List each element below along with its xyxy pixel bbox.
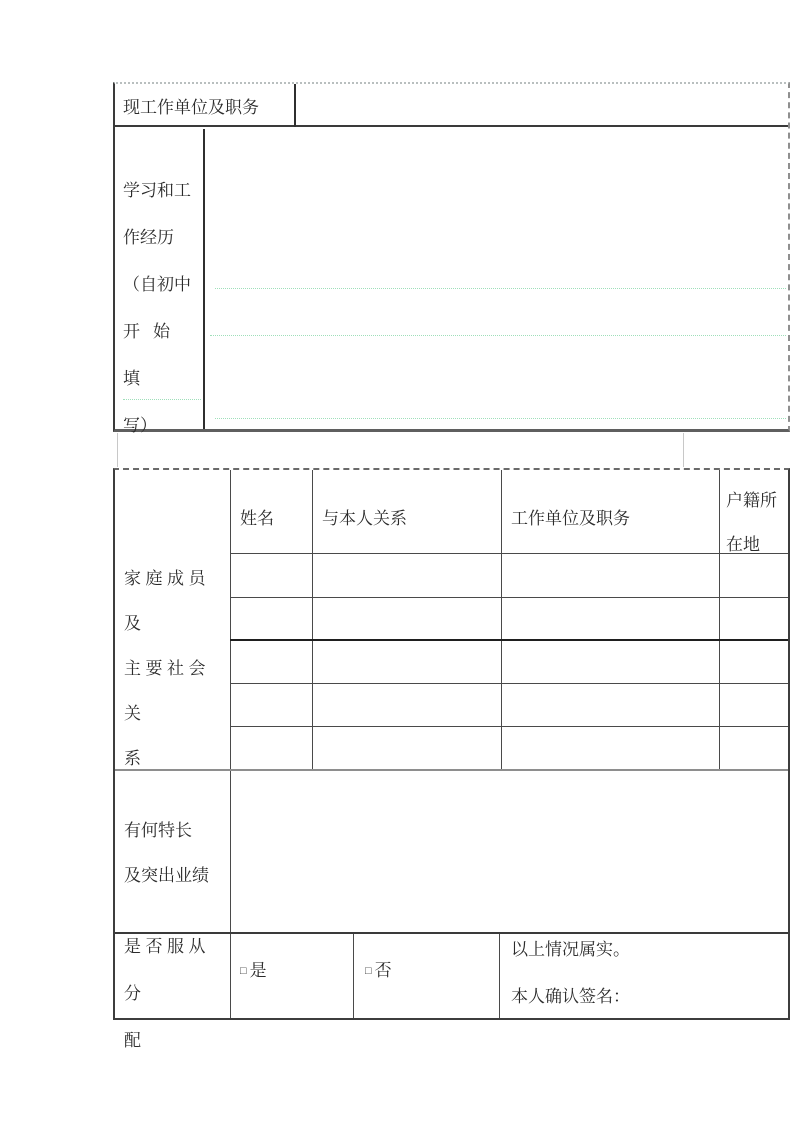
family-label-line: 主要社会关 <box>124 659 210 723</box>
family-cell-registry[interactable] <box>719 685 788 726</box>
experience-label-line: 学习和工 <box>123 181 191 200</box>
dotted-guide-line <box>210 335 786 336</box>
current-work-table <box>113 82 790 435</box>
family-cell-registry[interactable] <box>719 599 788 639</box>
page-gap-mark <box>117 433 118 467</box>
experience-label-line: 开始填 <box>123 322 183 388</box>
family-row <box>232 641 788 683</box>
table-divider <box>230 553 788 554</box>
table-divider <box>230 726 788 727</box>
family-cell-relation[interactable] <box>312 641 501 683</box>
family-cell-name[interactable] <box>232 728 312 769</box>
family-label <box>115 556 230 781</box>
table-divider <box>353 934 354 1018</box>
col-header-name: 姓名 <box>240 509 274 528</box>
family-cell-relation[interactable] <box>312 685 501 726</box>
col-header-registry-line: 在地 <box>726 535 760 554</box>
col-header-work: 工作单位及职务 <box>511 509 630 528</box>
experience-value-cell[interactable] <box>207 129 788 429</box>
confirmation-statement-line: 以上情况属实。 <box>511 940 630 959</box>
family-cell-name[interactable] <box>232 599 312 639</box>
checkbox-no[interactable] <box>365 959 392 985</box>
family-cell-work[interactable] <box>501 641 719 683</box>
col-header-registry <box>726 479 777 567</box>
family-cell-relation[interactable] <box>312 728 501 769</box>
family-cell-relation[interactable] <box>312 599 501 639</box>
family-row <box>232 728 788 769</box>
family-cell-registry[interactable] <box>719 555 788 597</box>
checkbox-yes[interactable] <box>240 959 267 985</box>
current-work-value-cell[interactable] <box>298 84 788 127</box>
family-cell-work[interactable] <box>501 599 719 639</box>
table-divider <box>499 934 500 1018</box>
family-row <box>232 599 788 639</box>
family-cell-registry[interactable] <box>719 728 788 769</box>
family-row <box>232 685 788 726</box>
family-cell-name[interactable] <box>232 555 312 597</box>
family-cell-name[interactable] <box>232 685 312 726</box>
family-label-line: 家庭成员及 <box>124 569 210 633</box>
experience-label-line: 作经历 <box>123 228 174 247</box>
checkbox-yes-label: 是 <box>249 961 267 980</box>
table-divider <box>230 597 788 598</box>
family-info-table <box>113 468 790 1050</box>
family-cell-relation[interactable] <box>312 555 501 597</box>
current-work-label <box>115 84 296 127</box>
experience-label-line: （自初中 <box>123 275 191 294</box>
family-cell-work[interactable] <box>501 555 719 597</box>
col-header-relation: 与本人关系 <box>322 509 407 528</box>
checkbox-icon: □ <box>240 965 247 977</box>
checkbox-no-label: 否 <box>374 961 392 980</box>
family-label-line: 系 <box>124 749 145 768</box>
dotted-guide-line <box>215 288 786 289</box>
family-cell-work[interactable] <box>501 685 719 726</box>
page-gap-mark <box>683 433 684 467</box>
family-cell-work[interactable] <box>501 728 719 769</box>
current-work-label-text: 现工作单位及职务 <box>123 98 259 117</box>
assignment-label <box>115 923 230 1064</box>
family-row <box>232 555 788 597</box>
table-divider <box>230 683 788 684</box>
dotted-guide-line <box>215 418 786 419</box>
confirmation-statement <box>511 926 630 1020</box>
strengths-label <box>115 808 230 898</box>
experience-label-line: 写） <box>123 416 157 435</box>
assignment-label-line: 配 <box>124 1031 141 1050</box>
confirmation-statement-line: 本人确认签名： <box>511 987 630 1006</box>
col-header-registry-line: 户籍所 <box>726 491 777 510</box>
family-cell-registry[interactable] <box>719 641 788 683</box>
experience-label <box>115 129 205 435</box>
family-cell-name[interactable] <box>232 641 312 683</box>
dotted-guide-line <box>123 399 201 400</box>
strengths-value-cell[interactable] <box>232 771 788 931</box>
assignment-label-line: 是否服从分 <box>124 937 210 1003</box>
current-work-row <box>115 84 788 127</box>
strengths-label-line: 及突出业绩 <box>124 866 209 885</box>
checkbox-icon: □ <box>365 965 372 977</box>
strengths-label-line: 有何特长 <box>124 821 192 840</box>
